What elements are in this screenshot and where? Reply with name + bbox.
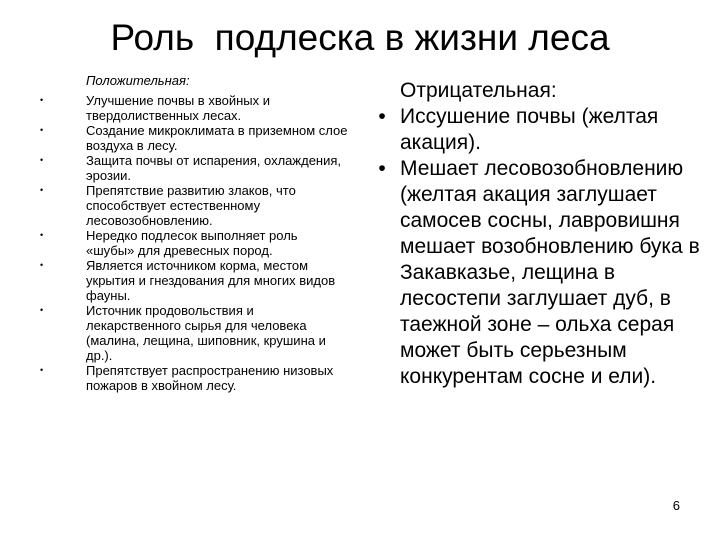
positive-list-item: • Препятствие развитию злаков, что способствует естественному лесовозобновлению. [40,183,296,228]
positive-list-item: • Источник продовольствия и лекарственного сырья для человека (малина, лещина, шиповник, крушина и др.). [40,303,326,363]
positive-list-item: • Защита почвы от испарения, охлаждения, эрозии. [40,153,342,183]
positive-list-item: • Препятствует распространению низовых пожаров в хвойном лесу. [40,363,334,393]
bullet-icon: • [378,157,386,180]
bullet-icon: • [40,95,44,105]
bullet-icon: • [40,365,44,375]
bullet-icon: • [40,305,44,315]
positive-list-item: • Улучшение почвы в хвойных и твердолиственных лесах. [40,93,270,123]
bullet-icon: • [40,125,44,135]
positive-list-item: • Нередко подлесок выполняет роль «шубы» для древесных пород. [40,228,298,258]
negative-list-item: • Иссушение почвы (желтая акация). [364,104,704,156]
negative-column [364,78,704,390]
positive-list-item: • Создание микроклимата в приземном слое воздуха в лесу. [40,123,348,153]
bullet-icon: • [40,230,44,240]
bullet-icon: • [40,155,44,165]
negative-list-item: • Мешает лесовозобновлению (желтая акация заглушает самосев сосны, лавровишня мешает возобновлению бука в Закавказье, лещина в лесостепи заглушает дуб, в таежной зоне – ольха серая может быть серьезным конкурентам сосне и ели). [364,156,704,390]
positive-list-item: • Является источником корма, местом укрытия и гнездования для многих видов фауны. [40,258,336,303]
slide-title: Роль подлеска в жизни леса [110,17,610,58]
page-number: 6 [672,498,680,513]
bullet-icon: • [378,105,386,128]
bullet-icon: • [40,260,44,270]
positive-heading: Положительная: [86,73,190,88]
bullet-icon: • [40,185,44,195]
negative-heading: Отрицательная: [400,79,557,102]
positive-column [40,72,360,393]
